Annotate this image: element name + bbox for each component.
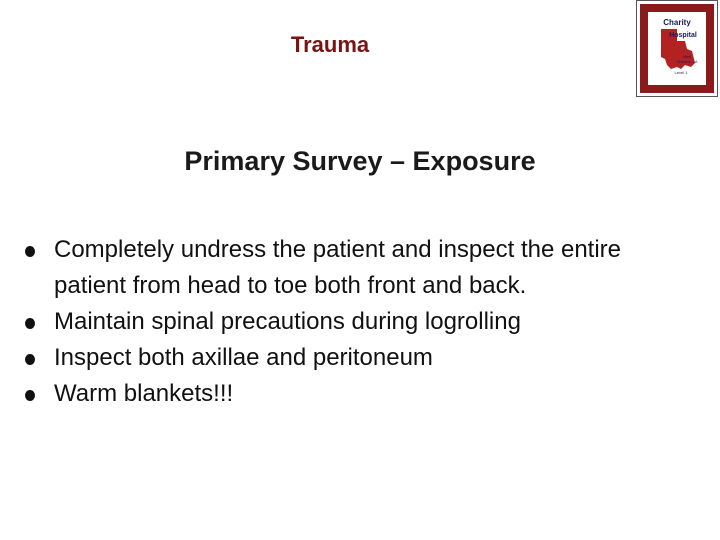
bullet-icon (25, 390, 35, 401)
bullet-item (0, 340, 694, 376)
svg-text:Hospital: Hospital (669, 32, 697, 39)
bullet-item (0, 376, 694, 412)
bullet-text: Inspect both axillae and peritoneum (54, 344, 433, 371)
bullet-item (0, 232, 694, 304)
slide-title: Primary Survey – Exposure (184, 146, 536, 176)
bullet-icon (25, 354, 35, 365)
charity-hospital-seal-icon (637, 1, 717, 96)
bullet-item (0, 304, 694, 340)
svg-text:Charity: Charity (663, 18, 691, 27)
bullet-text: Warm blankets!!! (54, 380, 234, 407)
bullet-text: Completely undress the patient and inspect the entire patient from head to toe both front and back. (54, 236, 622, 299)
bullet-list (0, 232, 720, 412)
bullet-text: Maintain spinal precautions during logrolling (54, 308, 521, 335)
charity-hospital-logo (636, 0, 718, 97)
bullet-icon (25, 246, 35, 257)
bullet-icon (25, 318, 35, 329)
header-title: Trauma (290, 32, 370, 57)
svg-text:Orleans, LA: Orleans, LA (676, 59, 698, 64)
svg-text:Level 1: Level 1 (674, 70, 688, 75)
svg-text:New: New (682, 54, 692, 59)
